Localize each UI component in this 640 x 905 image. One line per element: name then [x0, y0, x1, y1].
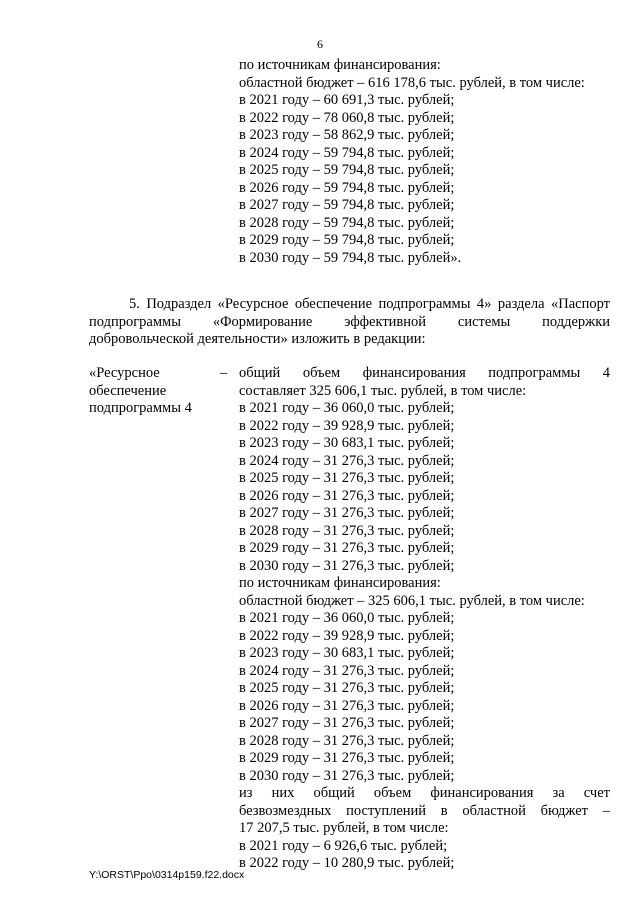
text-line: в 2023 году – 58 862,9 тыс. рублей; — [239, 127, 455, 143]
label-line: подпрограммы 4 — [89, 400, 192, 416]
text-line: областной бюджет – 616 178,6 тыс. рублей, в том числе: — [239, 74, 585, 91]
text-line: в 2027 году – 59 794,8 тыс. рублей; — [239, 197, 455, 213]
paragraph-line: подпрограммы «Формирование эффективной системы поддержки — [89, 313, 610, 330]
detail-line: по источникам финансирования: — [239, 575, 441, 591]
file-path-footer: Y:\ORST\Ppo\0314p159.f22.docx — [89, 869, 245, 881]
detail-line: безвозмездных поступлений в областной бюджет – — [239, 802, 610, 819]
paragraph-line: 5. Подраздел «Ресурсное обеспечение подпрограммы 4» раздела «Паспорт — [129, 296, 610, 312]
detail-line: составляет 325 606,1 тыс. рублей, в том числе: — [239, 382, 527, 399]
label-line: «Ресурсное — [89, 365, 160, 381]
text-line: в 2029 году – 59 794,8 тыс. рублей; — [239, 232, 455, 248]
text-line: в 2025 году – 31 276,3 тыс. рублей; — [239, 680, 455, 696]
text-line: в 2024 году – 31 276,3 тыс. рублей; — [239, 662, 455, 679]
year-list — [239, 400, 610, 575]
detail-line: общий объем финансирования подпрограммы 4 — [239, 365, 610, 381]
resource-details-block — [239, 365, 610, 873]
text-line: по источникам финансирования: — [239, 57, 441, 73]
text-line: в 2030 году – 31 276,3 тыс. рублей; — [239, 557, 455, 574]
text-line: в 2021 году – 36 060,0 тыс. рублей; — [239, 400, 455, 416]
amendment-paragraph — [89, 296, 610, 349]
text-line: в 2025 году – 59 794,8 тыс. рублей; — [239, 162, 455, 178]
text-line: в 2028 году – 31 276,3 тыс. рублей; — [239, 732, 455, 749]
label-line: обеспечение — [89, 382, 167, 399]
text-line: в 2027 году – 31 276,3 тыс. рублей; — [239, 715, 455, 731]
text-line: в 2021 году – 60 691,3 тыс. рублей; — [239, 92, 455, 108]
year-list — [239, 838, 610, 873]
detail-line: областной бюджет – 325 606,1 тыс. рублей, в том числе: — [239, 592, 585, 609]
text-line: в 2025 году – 31 276,3 тыс. рублей; — [239, 470, 455, 486]
text-line: в 2027 году – 31 276,3 тыс. рублей; — [239, 505, 455, 521]
text-line: в 2023 году – 30 683,1 тыс. рублей; — [239, 645, 455, 661]
text-line: в 2024 году – 59 794,8 тыс. рублей; — [239, 144, 455, 161]
detail-line: из них общий объем финансирования за счет — [239, 785, 610, 801]
label-dash: – — [220, 365, 228, 381]
resource-label — [89, 365, 192, 418]
text-line: в 2030 году – 31 276,3 тыс. рублей; — [239, 767, 455, 784]
text-line: в 2023 году – 30 683,1 тыс. рублей; — [239, 435, 455, 451]
text-line: в 2022 году – 10 280,9 тыс. рублей; — [239, 855, 455, 871]
page-number: 6 — [317, 37, 323, 51]
text-line: в 2021 году – 36 060,0 тыс. рублей; — [239, 610, 455, 626]
detail-line: 17 207,5 тыс. рублей, в том числе: — [239, 820, 449, 836]
text-line: в 2030 году – 59 794,8 тыс. рублей». — [239, 249, 462, 266]
funding-sources-block — [239, 57, 585, 267]
text-line: в 2028 году – 31 276,3 тыс. рублей; — [239, 522, 455, 539]
text-line: в 2029 году – 31 276,3 тыс. рублей; — [239, 750, 455, 766]
year-list — [239, 610, 610, 785]
text-line: в 2021 году – 6 926,6 тыс. рублей; — [239, 837, 448, 854]
text-line: в 2029 году – 31 276,3 тыс. рублей; — [239, 540, 455, 556]
text-line: в 2022 году – 39 928,9 тыс. рублей; — [239, 627, 455, 644]
paragraph-line: добровольческой деятельности» изложить в редакции: — [89, 331, 426, 347]
text-line: в 2026 году – 31 276,3 тыс. рублей; — [239, 487, 455, 504]
text-line: в 2026 году – 31 276,3 тыс. рублей; — [239, 697, 455, 714]
text-line: в 2022 году – 78 060,8 тыс. рублей; — [239, 109, 455, 126]
text-line: в 2022 году – 39 928,9 тыс. рублей; — [239, 417, 455, 434]
text-line: в 2028 году – 59 794,8 тыс. рублей; — [239, 214, 455, 231]
text-line: в 2024 году – 31 276,3 тыс. рублей; — [239, 452, 455, 469]
text-line: в 2026 году – 59 794,8 тыс. рублей; — [239, 179, 455, 196]
